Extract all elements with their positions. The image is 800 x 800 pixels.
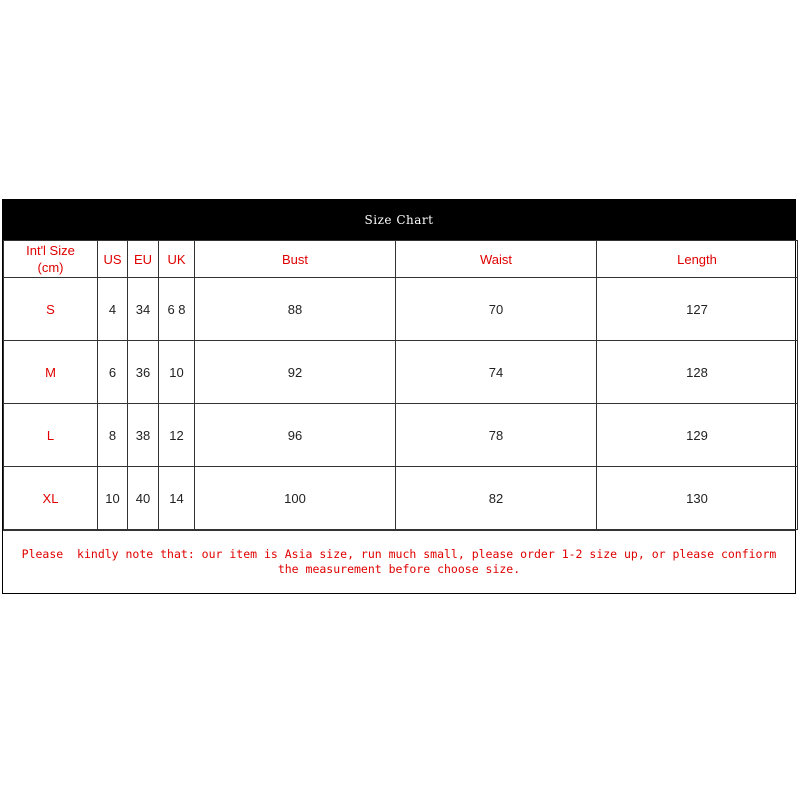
size-chart-title: Size Chart — [3, 200, 795, 240]
header-length: Length — [597, 241, 798, 278]
waist-cell: 78 — [396, 404, 597, 467]
size-cell: M — [4, 341, 98, 404]
table-row — [4, 278, 798, 341]
eu-cell: 34 — [128, 278, 159, 341]
length-cell: 129 — [597, 404, 798, 467]
us-cell: 6 — [98, 341, 128, 404]
header-intl-size: Int'l Size (cm) — [4, 241, 98, 278]
header-us: US — [98, 241, 128, 278]
header-eu: EU — [128, 241, 159, 278]
size-chart — [2, 199, 796, 594]
us-cell: 10 — [98, 467, 128, 530]
length-cell: 127 — [597, 278, 798, 341]
waist-cell: 70 — [396, 278, 597, 341]
table-row — [4, 467, 798, 530]
eu-cell: 36 — [128, 341, 159, 404]
size-table — [3, 240, 798, 530]
header-waist: Waist — [396, 241, 597, 278]
us-cell: 4 — [98, 278, 128, 341]
header-row — [4, 241, 798, 278]
bust-cell: 100 — [195, 467, 396, 530]
header-bust: Bust — [195, 241, 396, 278]
header-uk: UK — [159, 241, 195, 278]
waist-cell: 74 — [396, 341, 597, 404]
length-cell: 130 — [597, 467, 798, 530]
uk-cell: 6 8 — [159, 278, 195, 341]
size-note: Please kindly note that: our item is Asia size, run much small, please order 1-2 size up, or please confiorm the measurement before choose size. — [3, 530, 795, 593]
eu-cell: 40 — [128, 467, 159, 530]
eu-cell: 38 — [128, 404, 159, 467]
uk-cell: 14 — [159, 467, 195, 530]
us-cell: 8 — [98, 404, 128, 467]
size-cell: S — [4, 278, 98, 341]
table-row — [4, 341, 798, 404]
bust-cell: 88 — [195, 278, 396, 341]
bust-cell: 92 — [195, 341, 396, 404]
bust-cell: 96 — [195, 404, 396, 467]
uk-cell: 10 — [159, 341, 195, 404]
size-cell: XL — [4, 467, 98, 530]
table-row — [4, 404, 798, 467]
length-cell: 128 — [597, 341, 798, 404]
uk-cell: 12 — [159, 404, 195, 467]
size-cell: L — [4, 404, 98, 467]
waist-cell: 82 — [396, 467, 597, 530]
